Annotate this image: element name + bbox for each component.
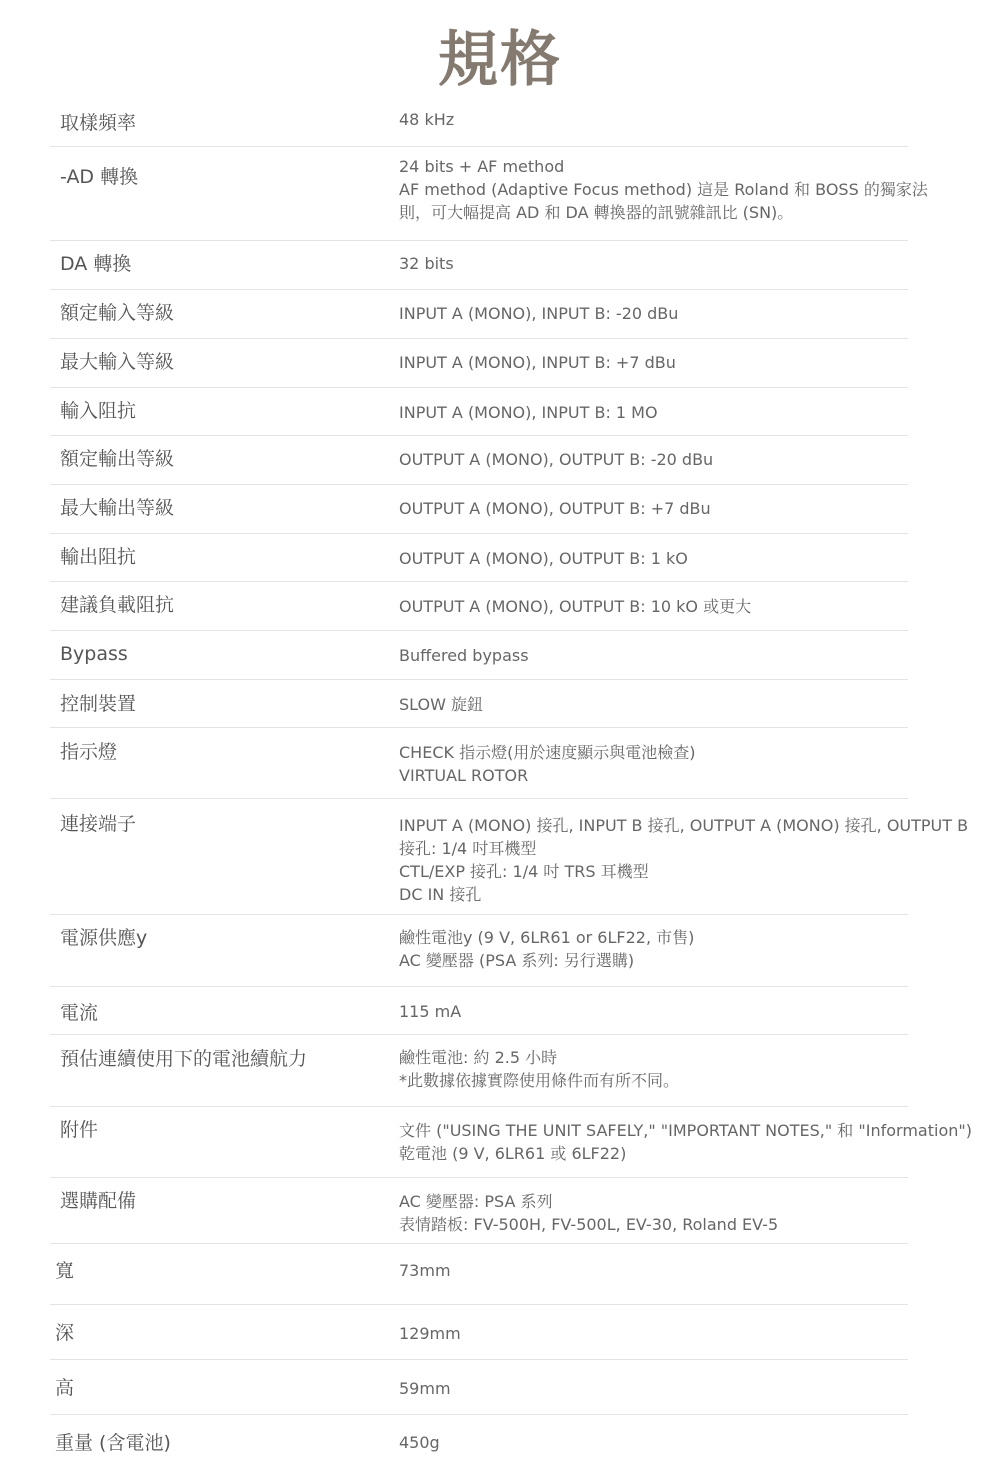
spec-row (50, 631, 908, 680)
spec-value-line: INPUT A (MONO), INPUT B: -20 dBu (399, 304, 679, 323)
spec-row (50, 1107, 972, 1178)
spec-row (50, 728, 908, 799)
spec-label: 建議負載阻抗 (60, 594, 175, 616)
spec-label: 電源供應y (60, 927, 148, 949)
spec-value-line: 24 bits + AF method (399, 157, 565, 176)
spec-value-line: 73mm (399, 1261, 451, 1280)
spec-row (50, 915, 908, 987)
spec-row (50, 582, 908, 631)
spec-value (399, 595, 999, 618)
spec-value-line: 鹼性電池y (9 V, 6LR61 or 6LF22, 市售) (399, 928, 695, 947)
spec-row (50, 339, 908, 388)
spec-label: 深 (55, 1322, 75, 1344)
spec-value (399, 448, 999, 471)
spec-row (50, 290, 908, 339)
spec-value-line: CTL/EXP 接孔: 1/4 吋 TRS 耳機型 (399, 862, 649, 881)
spec-value (399, 741, 999, 787)
spec-value-line: *此數據依據實際使用條件而有所不同。 (399, 1071, 680, 1090)
spec-value-line: 表情踏板: FV-500H, FV-500L, EV-30, Roland EV-5 (399, 1215, 779, 1234)
spec-label: 輸入阻抗 (60, 400, 137, 422)
spec-value (399, 547, 999, 570)
spec-table (50, 98, 972, 1470)
spec-value (399, 1322, 999, 1345)
spec-value-line: 文件 ("USING THE UNIT SAFELY," "IMPORTANT NOTES," 和 "Information") (399, 1121, 972, 1140)
spec-value-line: OUTPUT A (MONO), OUTPUT B: +7 dBu (399, 499, 711, 518)
spec-value-line: AC 變壓器 (PSA 系列: 另行選購) (399, 951, 635, 970)
spec-value-line: DC IN 接孔 (399, 885, 482, 904)
spec-value (399, 693, 999, 716)
spec-row (50, 987, 908, 1035)
spec-value-line: OUTPUT A (MONO), OUTPUT B: 10 kO 或更大 (399, 597, 752, 616)
spec-label: 取樣頻率 (60, 112, 137, 134)
spec-value (399, 1431, 999, 1454)
spec-value-line: AF method (Adaptive Focus method) 這是 Roland 和 BOSS 的獨家法則，可大幅提高 AD 和 DA 轉換器的訊號雜訊比 (SN)。 (399, 180, 928, 222)
spec-value-line: 59mm (399, 1379, 451, 1398)
spec-row (50, 241, 908, 290)
spec-value (399, 1377, 999, 1400)
spec-row (50, 485, 908, 534)
spec-label: 指示燈 (60, 741, 118, 763)
spec-value (399, 351, 999, 374)
spec-value (399, 1190, 999, 1236)
spec-value-line: 129mm (399, 1324, 461, 1343)
spec-value-line: 115 mA (399, 1002, 462, 1021)
spec-label: 輸出阻抗 (60, 546, 137, 568)
spec-value-line: AC 變壓器: PSA 系列 (399, 1192, 553, 1211)
spec-row (50, 388, 908, 436)
spec-value (399, 497, 999, 520)
spec-row (50, 436, 908, 485)
spec-value-line: INPUT A (MONO), INPUT B: +7 dBu (399, 353, 676, 372)
spec-label: DA 轉換 (60, 253, 132, 275)
spec-value (399, 926, 999, 972)
spec-row (50, 98, 908, 147)
spec-value-line: OUTPUT A (MONO), OUTPUT B: 1 kO (399, 549, 688, 568)
spec-row (50, 799, 969, 915)
spec-value-line: OUTPUT A (MONO), OUTPUT B: -20 dBu (399, 450, 714, 469)
spec-value (399, 108, 999, 131)
spec-label: 高 (55, 1377, 75, 1399)
spec-value (399, 155, 944, 224)
spec-label: 最大輸入等級 (60, 351, 175, 373)
spec-label: 選購配備 (60, 1190, 137, 1212)
spec-row (50, 680, 908, 728)
spec-value-line: CHECK 指示燈(用於速度顯示與電池檢查) (399, 743, 696, 762)
spec-label: 寬 (55, 1260, 75, 1282)
spec-value (399, 814, 974, 906)
spec-value-line: 450g (399, 1433, 440, 1452)
spec-row (50, 1360, 908, 1415)
spec-value-line: 32 bits (399, 254, 454, 273)
spec-label: Bypass (60, 643, 128, 665)
spec-value (399, 1119, 999, 1165)
page-title: 規格 (438, 25, 562, 95)
spec-label: -AD 轉換 (60, 166, 139, 188)
spec-label: 附件 (60, 1119, 99, 1141)
spec-value (399, 401, 999, 424)
spec-value-line: VIRTUAL ROTOR (399, 766, 529, 785)
spec-value-line: SLOW 旋鈕 (399, 695, 484, 714)
spec-row (50, 1244, 908, 1305)
spec-label: 連接端子 (60, 813, 137, 835)
spec-row (50, 1035, 908, 1107)
spec-value-line: 鹼性電池: 約 2.5 小時 (399, 1048, 558, 1067)
spec-row (50, 1415, 908, 1470)
spec-row (50, 1305, 908, 1360)
spec-value-line: Buffered bypass (399, 646, 529, 665)
spec-value (399, 1259, 999, 1282)
spec-value (399, 1000, 999, 1023)
spec-value (399, 302, 999, 325)
spec-value (399, 1046, 999, 1092)
spec-label: 控制裝置 (60, 693, 137, 715)
spec-label: 額定輸入等級 (60, 302, 175, 324)
spec-value (399, 644, 999, 667)
spec-row (50, 534, 908, 582)
spec-label: 最大輸出等級 (60, 497, 175, 519)
spec-value-line: 48 kHz (399, 110, 455, 129)
spec-value-line: INPUT A (MONO), INPUT B: 1 MO (399, 403, 658, 422)
spec-value (399, 252, 999, 275)
spec-row (50, 1178, 908, 1244)
spec-value-line: INPUT A (MONO) 接孔, INPUT B 接孔, OUTPUT A (MONO) 接孔, OUTPUT B 接孔: 1/4 吋耳機型 (399, 816, 969, 858)
spec-label: 重量 (含電池) (55, 1432, 171, 1454)
spec-label: 電流 (60, 1002, 99, 1024)
spec-row (50, 147, 928, 241)
spec-value-line: 乾電池 (9 V, 6LR61 或 6LF22) (399, 1144, 627, 1163)
spec-label: 預估連續使用下的電池續航力 (60, 1048, 308, 1070)
spec-label: 額定輸出等級 (60, 448, 175, 470)
